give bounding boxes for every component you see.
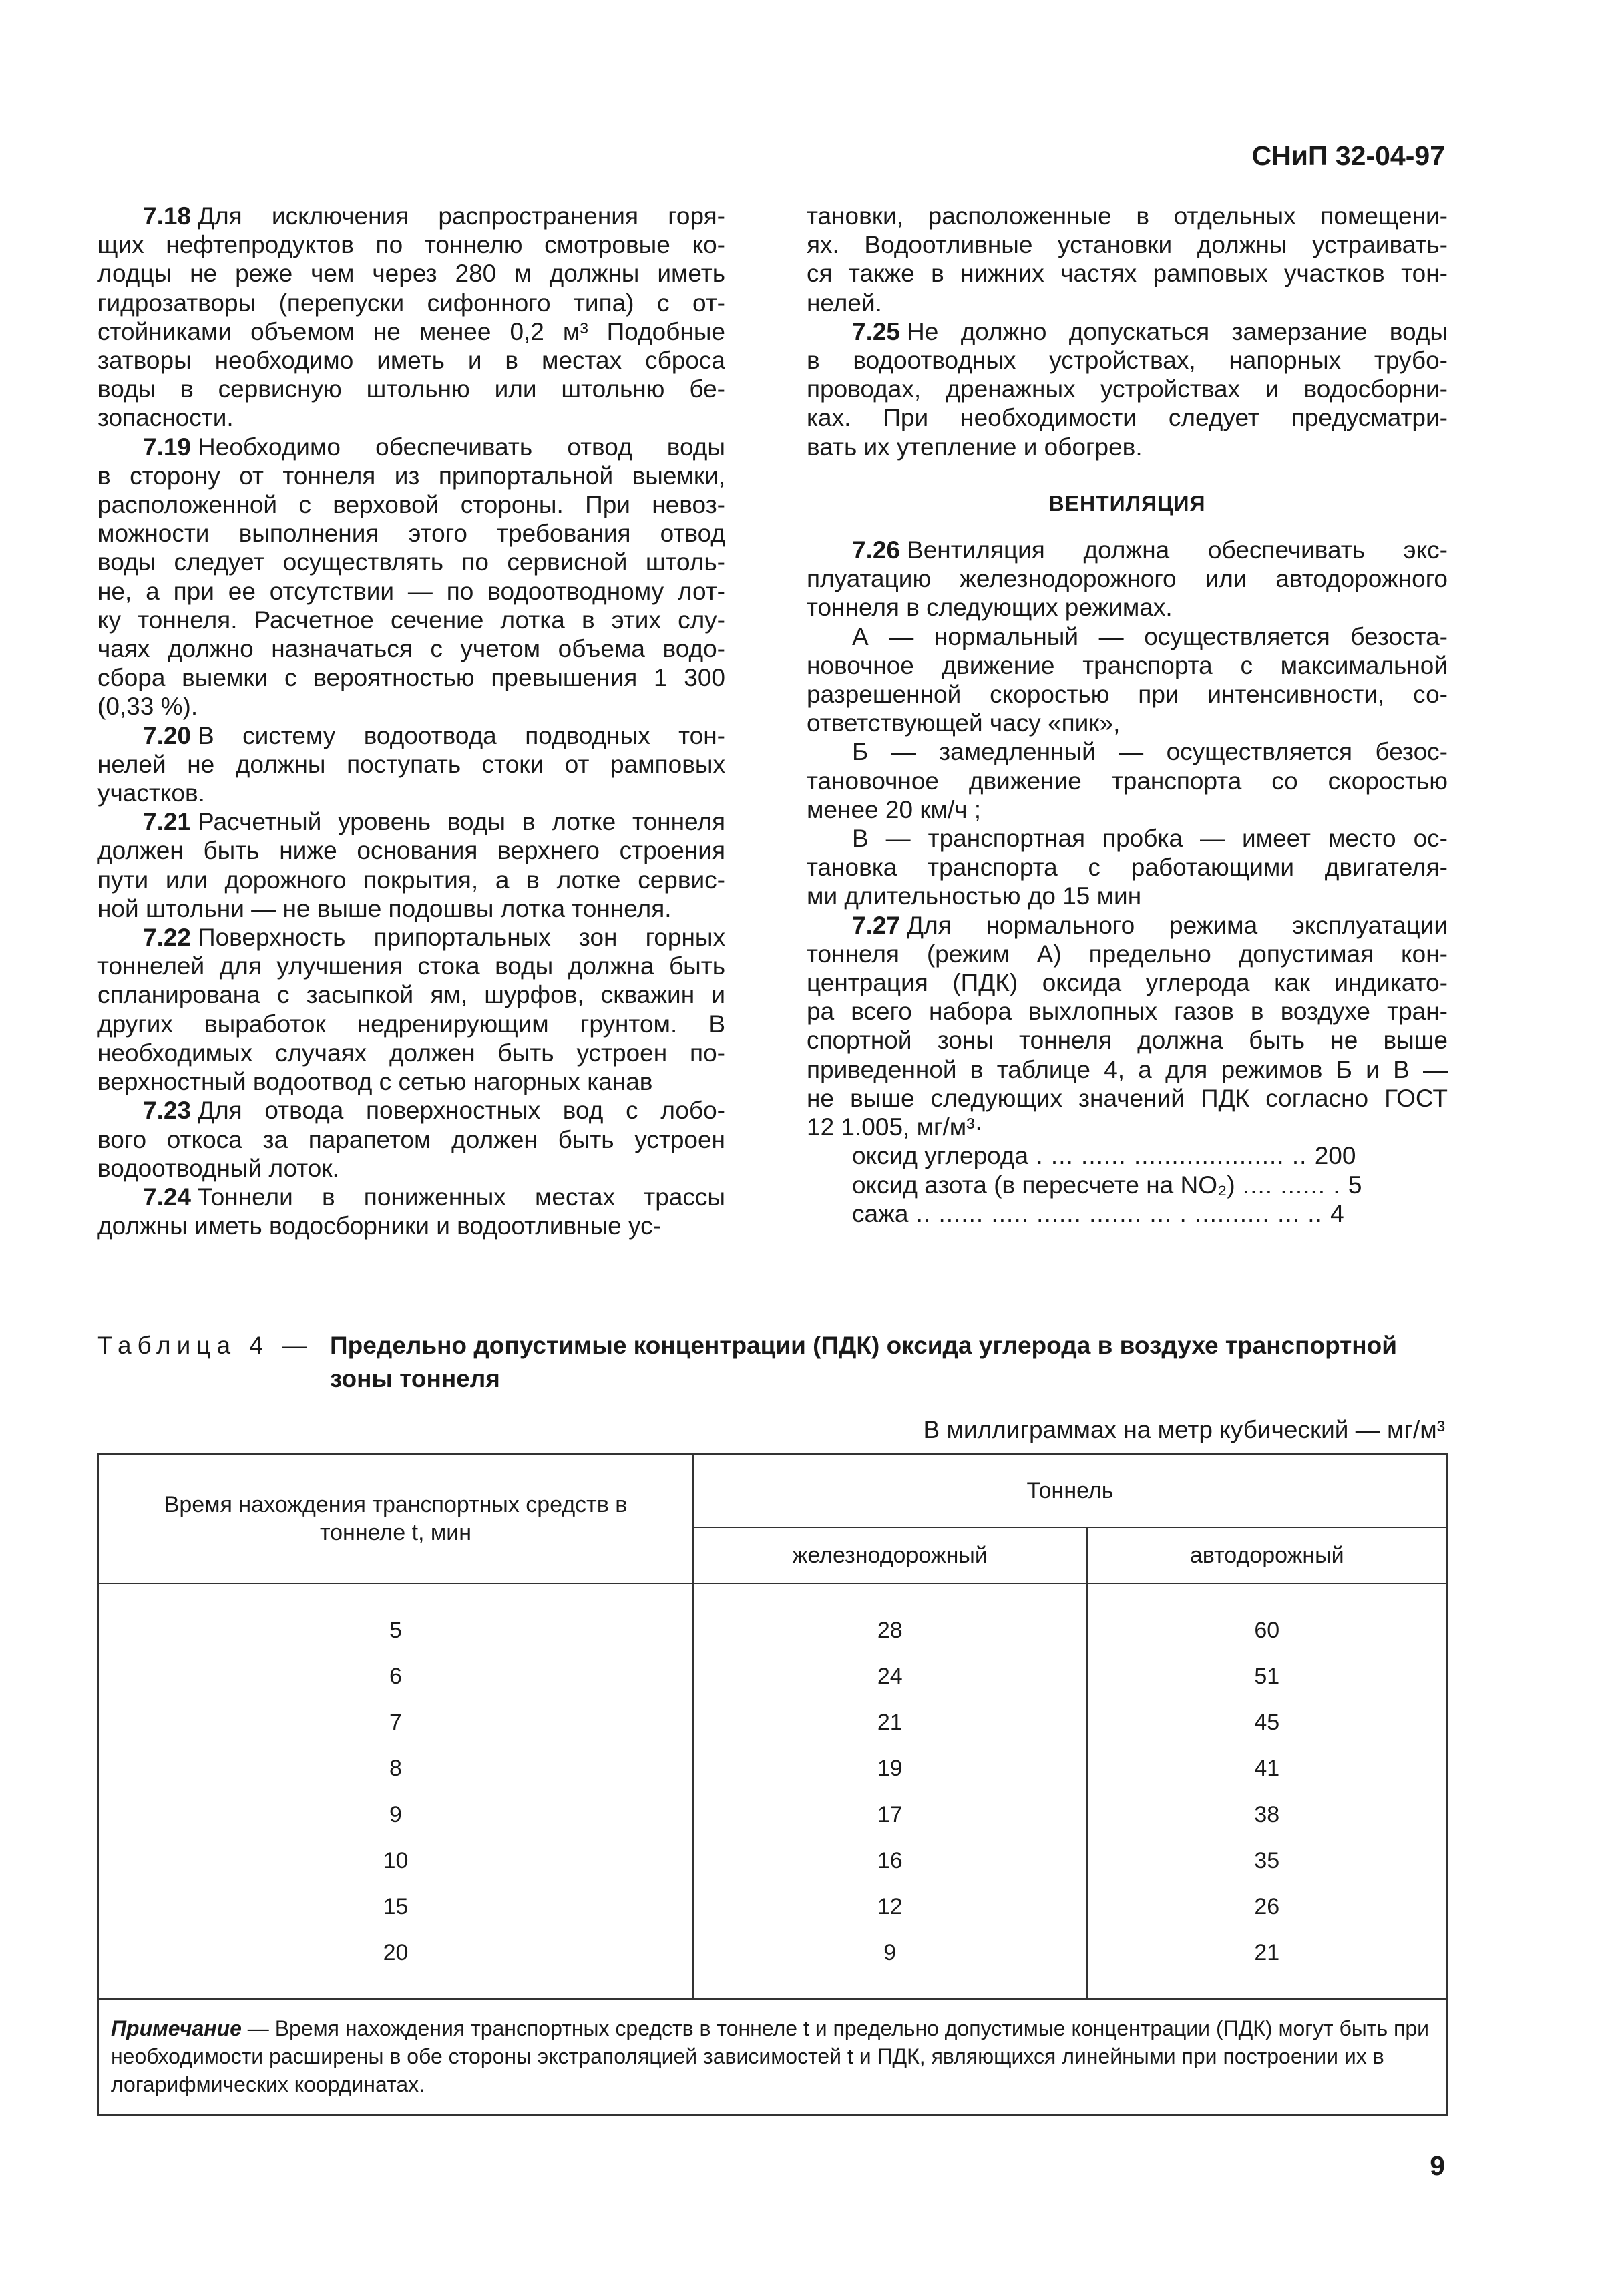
line-text: ку тоннеля. Расчетное сечение лотка в этих слу- xyxy=(97,606,725,634)
line-text: ной штольни — не выше подошвы лотка тоннеля. xyxy=(97,894,672,922)
line-text: щих нефтепродуктов по тоннелю смотровые ко- xyxy=(97,231,725,259)
line-text: Вентиляция должна обеспечивать экс- xyxy=(907,536,1448,564)
header-time: Время нахождения транспортных средств в тоннеле t, мин xyxy=(98,1454,693,1583)
text-line xyxy=(97,577,725,606)
cell-time: 10 xyxy=(98,1838,693,1884)
text-line xyxy=(97,923,725,952)
paragraph-number: 7.27 xyxy=(852,911,901,939)
table-row xyxy=(98,1792,1447,1838)
text-line xyxy=(807,911,1448,940)
text-line xyxy=(97,980,725,1009)
line-text: ся также в нижних частях рамповых участков тон- xyxy=(807,260,1448,288)
text-line xyxy=(97,1038,725,1067)
table-units: В миллиграммах на метр кубический — мг/м³ xyxy=(923,1416,1445,1443)
cell-road: 21 xyxy=(1087,1930,1448,1976)
paragraph-7-19 xyxy=(97,433,725,721)
text-line xyxy=(97,807,725,836)
text-line xyxy=(97,490,725,519)
text-line xyxy=(97,289,725,317)
line-text: новочное движение транспорта с максимальной xyxy=(807,651,1448,679)
text-line xyxy=(807,375,1448,403)
line-text: Для исключения распространения горя- xyxy=(198,202,725,230)
paragraph-number: 7.26 xyxy=(852,536,901,564)
text-line xyxy=(97,548,725,576)
line-text: расположенной с верховой стороны. При невоз- xyxy=(97,491,725,519)
text-line xyxy=(97,663,725,692)
line-text: разрешенной скоростью при интенсивности, со- xyxy=(807,681,1448,709)
text-line xyxy=(807,433,1448,461)
text-line xyxy=(807,853,1448,882)
page-number: 9 xyxy=(1430,2150,1445,2181)
text-line xyxy=(97,779,725,807)
text-line xyxy=(807,824,1448,853)
line-text: ответствующей часу «пик», xyxy=(807,709,1121,737)
line-text: тоннеля (режим А) предельно допустимая кон- xyxy=(807,940,1448,968)
table-row xyxy=(98,1746,1447,1792)
line-text: нелей не должны поступать стоки от рамповых xyxy=(97,750,725,778)
line-text: вого откоса за парапетом должен быть устроен xyxy=(97,1125,725,1153)
text-line xyxy=(97,230,725,259)
line-text: проводах, дренажных устройствах и водосборни- xyxy=(807,375,1448,403)
note-label: Примечание xyxy=(111,2016,242,2040)
table-note xyxy=(98,1999,1447,2115)
cell-time: 8 xyxy=(98,1746,693,1792)
text-line xyxy=(97,375,725,403)
cell-rail: 9 xyxy=(693,1930,1087,1976)
text-line xyxy=(807,709,1448,737)
pdk-leader-dots: . ... ...... .................... .. xyxy=(1028,1142,1315,1170)
line-text: плуатацию железнодорожного или автодорожного xyxy=(807,565,1448,593)
line-text: Б — замедленный — осуществляется безос- xyxy=(852,738,1448,766)
line-text: тановочное движение транспорта со скоростью xyxy=(807,767,1448,795)
line-text: ках. При необходимости следует предусматри- xyxy=(807,404,1448,432)
text-line xyxy=(807,622,1448,651)
line-text: нелей. xyxy=(807,289,882,317)
text-line xyxy=(97,519,725,548)
table-caption-prefix: Таблица 4 — xyxy=(97,1332,313,1359)
mode-v xyxy=(807,824,1448,911)
text-line xyxy=(97,1154,725,1183)
paragraph-7-18 xyxy=(97,202,725,433)
paragraph-7-21 xyxy=(97,807,725,923)
line-text: Не должно допускаться замерзание воды xyxy=(907,317,1448,345)
text-line xyxy=(97,952,725,980)
line-text: (0,33 %). xyxy=(97,693,198,721)
note-text: — Время нахождения транспортных средств в тоннеле t и предельно допустимые концентрации (ПДК) могут быть при необходимости расширены в обе стороны экстраполяцией зависимостей t и ПДК, являющихся линейными при построении их в логарифмических координатах. xyxy=(111,2016,1430,2096)
text-line xyxy=(97,202,725,230)
line-text: 12 1.005, мг/м³· xyxy=(807,1113,983,1141)
line-text: лодцы не реже чем через 280 м должны иметь xyxy=(97,260,725,288)
line-text: стойниками объемом не менее 0,2 м³ Подобные xyxy=(97,317,725,345)
line-text: зопасности. xyxy=(97,404,234,432)
line-text: водоотводный лоток. xyxy=(97,1154,339,1182)
right-column xyxy=(807,202,1448,1228)
line-text: центрация (ПДК) оксида углерода как индикато- xyxy=(807,969,1448,997)
line-text: А — нормальный — осуществляется безоста- xyxy=(852,622,1448,650)
text-line xyxy=(97,1125,725,1154)
line-text: В систему водоотвода подводных тон- xyxy=(198,721,725,749)
text-line xyxy=(97,721,725,750)
table-row xyxy=(98,1607,1447,1654)
cell-time: 20 xyxy=(98,1930,693,1976)
cell-time: 6 xyxy=(98,1654,693,1700)
text-line xyxy=(807,940,1448,968)
line-text: верхностный водоотвод с сетью нагорных канав xyxy=(97,1068,653,1096)
pdk-leader-dots: .. ...... ..... ...... ....... ... . .......... ... .. xyxy=(908,1199,1331,1227)
cell-rail: 28 xyxy=(693,1607,1087,1654)
text-line xyxy=(807,1055,1448,1084)
text-line xyxy=(97,346,725,375)
table-row xyxy=(98,1654,1447,1700)
text-line xyxy=(807,795,1448,824)
line-text: чаях должно назначаться с учетом объема водо- xyxy=(97,635,725,663)
line-text: спортной зоны тоннеля должна быть не выше xyxy=(807,1026,1448,1055)
paragraph-number: 7.23 xyxy=(143,1097,192,1125)
table-caption-title: Предельно допустимые концентрации (ПДК) оксида углерода в воздухе транспортной зоны тоннеля xyxy=(330,1332,1397,1392)
text-line xyxy=(807,1084,1448,1113)
text-line xyxy=(807,737,1448,766)
paragraph-7-24-continued xyxy=(807,202,1448,317)
text-line xyxy=(97,866,725,894)
header-road: автодорожный xyxy=(1087,1527,1448,1583)
text-line xyxy=(807,346,1448,375)
cell-rail: 19 xyxy=(693,1746,1087,1792)
text-line xyxy=(807,259,1448,288)
text-line xyxy=(807,767,1448,795)
paragraph-7-27 xyxy=(807,911,1448,1142)
line-text: спланирована с засыпкой ям, шурфов, скважин и xyxy=(97,981,725,1009)
text-line xyxy=(807,230,1448,259)
text-line xyxy=(97,692,725,721)
text-line xyxy=(97,836,725,865)
pdk-row xyxy=(807,1141,1448,1170)
text-line xyxy=(807,403,1448,432)
line-text: ра всего набора выхлопных газов в воздухе тран- xyxy=(807,998,1448,1026)
paragraph-7-25 xyxy=(807,317,1448,461)
text-line xyxy=(807,651,1448,680)
cell-rail: 21 xyxy=(693,1700,1087,1746)
text-line xyxy=(97,1096,725,1125)
line-text: вать их утепление и обогрев. xyxy=(807,433,1143,461)
text-line xyxy=(97,317,725,346)
text-line xyxy=(807,289,1448,317)
line-text: должны иметь водосборники и водоотливные ус- xyxy=(97,1212,661,1240)
line-text: гидрозатворы (перепуски сифонного типа) с от- xyxy=(97,289,725,317)
pdk-value: 4 xyxy=(1330,1199,1344,1227)
text-line xyxy=(807,680,1448,709)
line-text: должен быть ниже основания верхнего строения xyxy=(97,837,725,865)
table-row xyxy=(98,1700,1447,1746)
table-row xyxy=(98,1884,1447,1930)
text-line xyxy=(97,1010,725,1038)
cell-road: 60 xyxy=(1087,1607,1448,1654)
pdk-leader-dots: .... ...... . xyxy=(1235,1171,1348,1199)
pdk-label: оксид азота (в пересчете на NO₂) xyxy=(852,1171,1235,1199)
paragraph-7-23 xyxy=(97,1096,725,1183)
cell-road: 45 xyxy=(1087,1700,1448,1746)
paragraph-number: 7.25 xyxy=(852,317,901,345)
text-line xyxy=(97,403,725,432)
pdk-table xyxy=(97,1453,1448,2116)
text-line xyxy=(97,750,725,779)
line-text: тановки, расположенные в отдельных помещени- xyxy=(807,202,1448,230)
text-line xyxy=(807,968,1448,997)
header-rail: железнодорожный xyxy=(693,1527,1087,1583)
text-line xyxy=(807,882,1448,910)
pdk-label: оксид углерода xyxy=(852,1142,1029,1170)
table-body xyxy=(98,1607,1447,1976)
text-line xyxy=(97,259,725,288)
text-line xyxy=(97,606,725,634)
line-text: ми длительностью до 15 мин xyxy=(807,882,1142,910)
paragraph-7-26 xyxy=(807,536,1448,622)
text-line xyxy=(807,202,1448,230)
table-row xyxy=(98,1838,1447,1884)
paragraph-number: 7.21 xyxy=(143,808,192,836)
cell-rail: 12 xyxy=(693,1884,1087,1930)
paragraph-number: 7.19 xyxy=(143,433,192,461)
paragraph-7-24 xyxy=(97,1183,725,1240)
pdk-label: сажа xyxy=(852,1199,909,1227)
cell-time: 9 xyxy=(98,1792,693,1838)
cell-road: 26 xyxy=(1087,1884,1448,1930)
pdk-row xyxy=(807,1199,1448,1228)
mode-a xyxy=(807,622,1448,738)
line-text: в водоотводных устройствах, напорных трубо- xyxy=(807,347,1448,375)
line-text: Расчетный уровень воды в лотке тоннеля xyxy=(198,808,725,836)
paragraph-7-22 xyxy=(97,923,725,1096)
line-text: необходимых случаях должен быть устроен по- xyxy=(97,1038,725,1067)
paragraph-7-20 xyxy=(97,721,725,808)
line-text: в сторону от тоннеля из припортальной выемки, xyxy=(97,461,725,490)
cell-road: 35 xyxy=(1087,1838,1448,1884)
line-text: тоннелей для улучшения стока воды должна быть xyxy=(97,952,725,980)
text-line xyxy=(97,894,725,923)
header-tunnel: Тоннель xyxy=(693,1454,1447,1527)
line-text: можности выполнения этого требования отвод xyxy=(97,520,725,548)
text-line xyxy=(807,1113,1448,1141)
line-text: В — транспортная пробка — имеет место ос- xyxy=(852,825,1448,853)
cell-time: 5 xyxy=(98,1607,693,1654)
text-line xyxy=(807,536,1448,564)
left-column xyxy=(97,202,725,1240)
cell-time: 15 xyxy=(98,1884,693,1930)
cell-time: 7 xyxy=(98,1700,693,1746)
line-text: не, а при ее отсутствии — по водоотводному лот- xyxy=(97,577,725,605)
cell-road: 38 xyxy=(1087,1792,1448,1838)
line-text: затворы необходимо иметь и в местах сброса xyxy=(97,347,725,375)
cell-road: 41 xyxy=(1087,1746,1448,1792)
text-line xyxy=(807,593,1448,622)
text-line xyxy=(807,317,1448,346)
text-line xyxy=(97,1211,725,1240)
line-text: участков. xyxy=(97,779,205,807)
text-line xyxy=(97,634,725,663)
line-text: сбора выемки с вероятностью превышения 1 300 xyxy=(97,664,725,692)
cell-road: 51 xyxy=(1087,1654,1448,1700)
table-row xyxy=(98,1930,1447,1976)
pdk-value: 200 xyxy=(1314,1142,1356,1170)
text-line xyxy=(807,564,1448,593)
line-text: Тоннели в пониженных местах трассы xyxy=(198,1183,725,1211)
text-line xyxy=(97,433,725,461)
text-line xyxy=(807,997,1448,1026)
text-line xyxy=(97,461,725,490)
paragraph-number: 7.18 xyxy=(143,202,192,230)
text-line xyxy=(97,1183,725,1211)
paragraph-number: 7.20 xyxy=(143,721,192,749)
line-text: не выше следующих значений ПДК согласно ГОСТ xyxy=(807,1084,1448,1112)
mode-b xyxy=(807,737,1448,824)
section-title: ВЕНТИЛЯЦИЯ xyxy=(1048,491,1206,516)
text-line xyxy=(97,1067,725,1096)
cell-rail: 17 xyxy=(693,1792,1087,1838)
line-text: тоннеля в следующих режимах. xyxy=(807,594,1173,622)
line-text: Необходимо обеспечивать отвод воды xyxy=(198,433,725,461)
line-text: менее 20 км/ч ; xyxy=(807,795,982,823)
cell-rail: 16 xyxy=(693,1838,1087,1884)
line-text: Для отвода поверхностных вод с лобо- xyxy=(198,1097,725,1125)
line-text: воды следует осуществлять по сервисной штоль- xyxy=(97,548,725,576)
line-text: Поверхность припортальных зон горных xyxy=(198,924,725,952)
line-text: пути или дорожного покрытия, а в лотке сервис- xyxy=(97,866,725,894)
paragraph-number: 7.22 xyxy=(143,924,192,952)
pdk-value: 5 xyxy=(1348,1171,1362,1199)
paragraph-number: 7.24 xyxy=(143,1183,192,1211)
line-text: других выработок недренирующим грунтом. В xyxy=(97,1010,725,1038)
line-text: Для нормального режима эксплуатации xyxy=(907,911,1448,939)
line-text: ях. Водоотливные установки должны устраивать- xyxy=(807,231,1448,259)
pdk-row xyxy=(807,1171,1448,1199)
text-line xyxy=(807,1026,1448,1055)
line-text: воды в сервисную штольню или штольню бе- xyxy=(97,375,725,403)
line-text: тановка транспорта с работающими двигателя- xyxy=(807,854,1448,882)
cell-rail: 24 xyxy=(693,1654,1087,1700)
line-text: приведенной в таблице 4, а для режимов Б и В — xyxy=(807,1055,1448,1083)
document-code: СНиП 32-04-97 xyxy=(1251,140,1445,171)
